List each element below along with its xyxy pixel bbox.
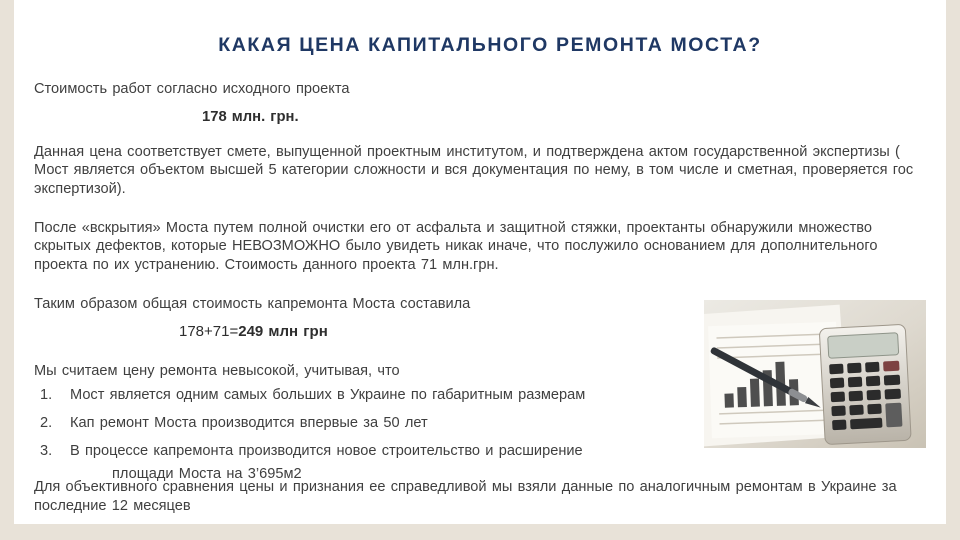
decorative-band-left [0, 0, 14, 540]
total-sum-prefix: 178+71= [179, 323, 239, 341]
reasons-list [34, 386, 724, 460]
list-item-label: Кап ремонт Моста производится впервые за 50 лет [70, 414, 428, 431]
reason-3-continuation: площади Моста на 3’695м2 [112, 466, 302, 483]
list-item-number: 3. [40, 442, 53, 459]
decorative-band-right [946, 0, 960, 540]
slide-title: КАКАЯ ЦЕНА КАПИТАЛЬНОГО РЕМОНТА МОСТА? [218, 34, 762, 56]
list-item-number: 1. [40, 387, 53, 404]
low-price-intro-text: Мы считаем цену ремонта невысокой, учитывая, что [34, 362, 400, 379]
decorative-band-bottom [0, 524, 960, 540]
list-item-label: Мост является одним самых больших в Украине по габаритным размерам [70, 387, 586, 404]
list-item [34, 386, 724, 405]
list-item-label: В процессе капремонта производится новое строительство и расширение [70, 442, 583, 459]
list-item [34, 442, 724, 461]
calculator-photo-image [704, 300, 926, 448]
list-item [34, 414, 724, 433]
list-item-number: 2. [40, 414, 53, 431]
defects-text: После «вскрытия» Моста путем полной очистки его от асфальта и защитной стяжки, проектанты обнаружили множество скрытых дефектов, которые НЕВОЗМОЖНО было увидеть никак иначе, что послужило основанием для дополнительного проекта по их устранению. Стоимость данного проекта 71 млн.грн. [34, 219, 878, 273]
calculator-photo [704, 300, 926, 448]
comparison-text: Для объективного сравнения цены и признания ее справедливой мы взяли данные по аналогичным ремонтам в Украине за последние 12 месяцев [34, 479, 897, 514]
total-sum-value: 249 млн грн [238, 323, 328, 341]
cost-intro-text: Стоимость работ согласно исходного проекта [34, 81, 350, 97]
cost-amount-text: 178 млн. грн. [202, 108, 299, 125]
total-intro-text: Таким образом общая стоимость капремонта Моста составила [34, 295, 471, 312]
estimate-note-text: Данная цена соответствует смете, выпущенной проектным институтом, и подтверждена актом государственной экспертизы ( Мост является объектом высшей 5 категории сложности и вся документация по нему, в том числе и сметная, проверяется гос экспертизой). [34, 143, 914, 197]
